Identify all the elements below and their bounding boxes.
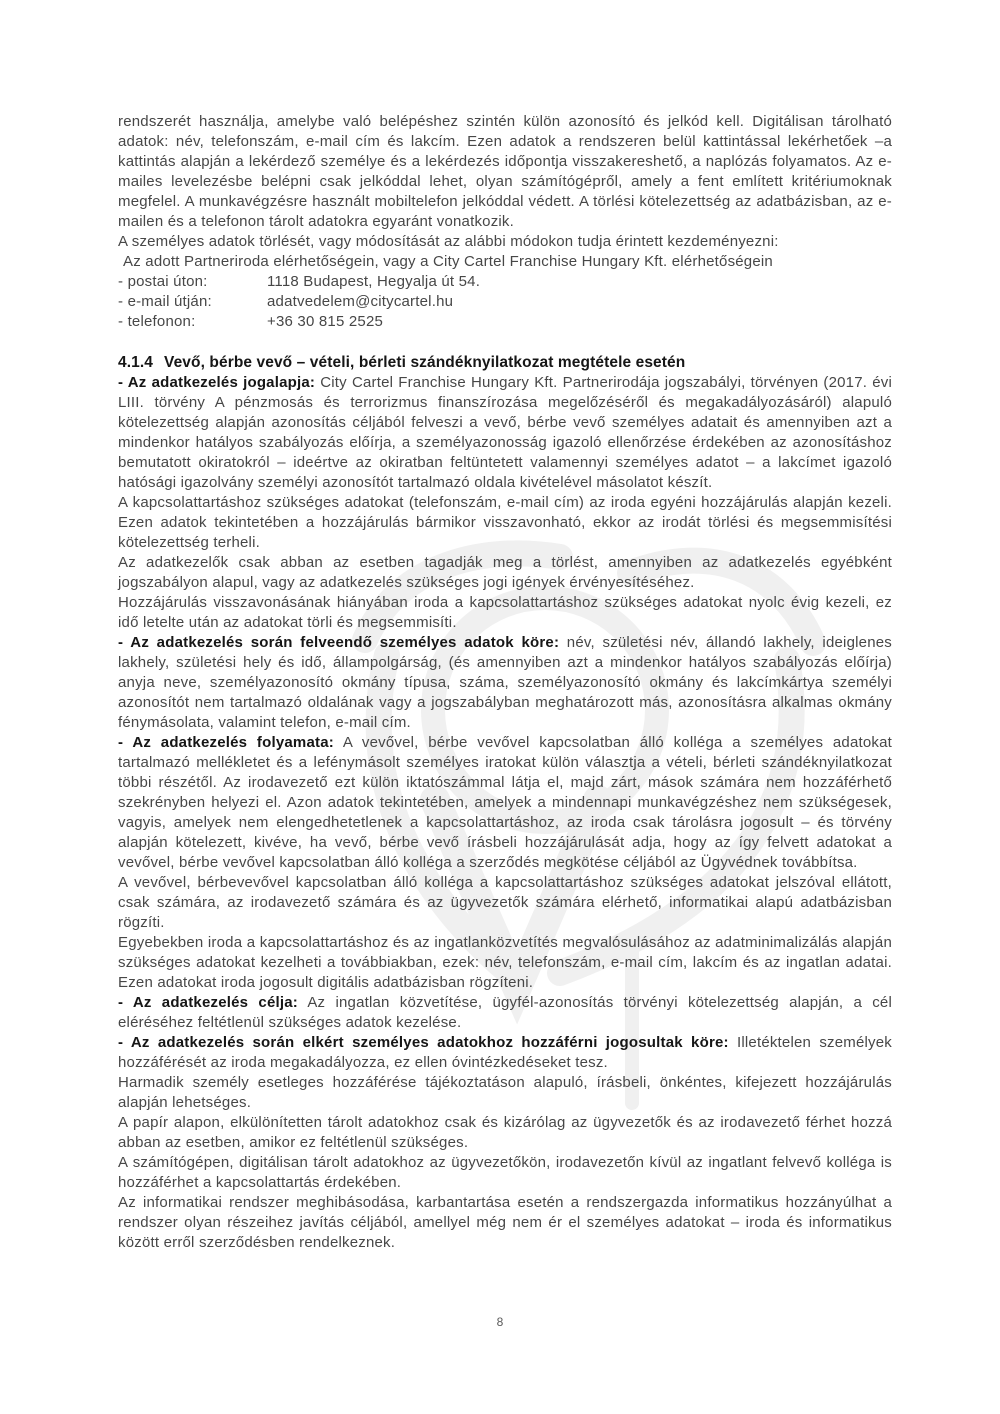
paragraph: A vevővel, bérbevevővel kapcsolatban álló kolléga a kapcsolattartáshoz szükséges adatokat jelszóval ellátott, csak számára, az irodavezető számára és az ügyvezetők számára elérhető, informatikai alapú adatbázisban rögzíti.	[118, 874, 892, 931]
paragraph-text: Illetéktelen személyek hozzáférését az iroda megakadályozza, ez ellen óvintézkedéseket tesz.	[118, 1034, 892, 1071]
paragraph: A papír alapon, elkülönítetten tárolt adatokhoz csak és kizárólag az ügyvezetők és az irodavezető férhet hozzá abban az esetben, amikor ez feltétlenül szükséges.	[118, 1114, 892, 1151]
paragraph	[118, 733, 892, 873]
bold-lead: - Az adatkezelés során elkért személyes adatokhoz hozzáférni jogosultak köre:	[118, 1034, 729, 1051]
paragraph: Harmadik személy esetleges hozzáférése tájékoztatáson alapuló, írásbeli, önkéntes, kifejezett hozzájárulás alapján lehetséges.	[118, 1074, 892, 1111]
bold-lead: - Az adatkezelés során felveendő személyes adatok köre:	[118, 634, 560, 651]
page-number: 8	[496, 1315, 504, 1329]
contact-value-phone: +36 30 815 2525	[267, 313, 384, 330]
paragraph: Hozzájárulás visszavonásának hiányában iroda a kapcsolattartáshoz szükséges adatokat nyolc évig kezeli, ez idő letelte után az adatokat törli és megsemmisíti.	[118, 594, 892, 631]
contact-label: - telefonon:	[118, 313, 196, 330]
paragraph: Egyebekben iroda a kapcsolattartáshoz és az ingatlanközvetítés megvalósulásához az adatminimalizálás alapján szükséges adatokat kezelheti a továbbiakban, ezek: név, telefonszám, e-mail cím, lakcím és az ingatlan adatai. Ezen adatokat iroda jogosult digitális adatbázisban rögzíteni.	[118, 934, 892, 991]
contact-label: - postai úton:	[118, 273, 208, 290]
paragraph: Az adatkezelők csak abban az esetben tagadják meg a törlést, amennyiben az adatkezelés egyébként jogszabályon alapul, vagy az adatkezelés szükséges jogi igények érvényesítéséhez.	[118, 554, 892, 591]
paragraph-text: Az ingatlan közvetítése, ügyfél-azonosítás törvényi kötelezettség alapján, a cél eléréséhez feltétlenül szükséges adatok kezelése.	[118, 994, 892, 1031]
paragraph-text: név, születési név, állandó lakhely, ideiglenes lakhely, születési hely és idő, állampolgárság, (és amennyiben azt a mindenkor hatályos szabályozás előírja) anyja neve, személyazonosító okmány típusa, száma, személyazonosító okmány és lakcímkártya személyi azonosítót nem tartalmazó oldalának vagy a jogszabályban meghatározott más, azonosításra alkalmas okmány fénymásolata, valamint telefon, e-mail cím.	[118, 634, 892, 731]
intro-paragraph: Az adott Partneriroda elérhetőségein, vagy a City Cartel Franchise Hungary Kft. elérhetőségein	[123, 253, 773, 270]
section-title: Vevő, bérbe vevő – vételi, bérleti szándéknyilatkozat megtétele esetén	[164, 354, 686, 371]
paragraph-text: A vevővel, bérbe vevővel kapcsolatban álló kolléga a személyes adatokat tartalmazó mellékletet és a lefénymásolt személyes iratokat külön választja a vételi, bérleti szándéknyilatkozat többi részétől. Az irodavezető ezt külön iktatószámmal látja el, majd zárt, mások számára nem hozzáférhető szekrényben helyezi el. Azon adatok tekintetében, amelyek a mindennapi munkavégzéshez nem szükségesek, vagyis, amelyek nem elengedhetetlenek a kapcsolattartáshoz, az iroda csak tárolásra jogosult – és törvény alapján kötelezett, kivéve, ha vevő, bérbe vevő írásbeli hozzájárulását adja, hogy az így felvett adatokat a vevővel, bérbe vevővel kapcsolatban álló kolléga a szerződés megkötése céljából az Ügyvédnek továbbítsa.	[118, 734, 893, 871]
paragraph-text: City Cartel Franchise Hungary Kft. Partnerirodája jogszabályi, törvényen (2017. évi LIII. törvény A pénzmosás és terrorizmus finanszírozása megelőzéséről és megakadályozásáról) alapuló kötelezettség alapján azonosítás céljából felveszi a vevő, bérbe vevő személyes adatait és amennyiben azt a mindenkor hatályos szabályozás előírja, a személyazonosság igazoló ellenőrzése érdekében az azonosításhoz bemutatott okiratokról – ideértve az okiratban feltüntetett valamennyi személyes adatot – a lakcímet igazoló hatósági igazolvány személyi azonosítót tartalmazó oldala kivételével másolatot készít.	[118, 374, 892, 491]
intro-paragraph: A személyes adatok törlését, vagy módosítását az alábbi módokon tudja érintett kezdeményezni:	[118, 233, 779, 250]
section-number: 4.1.4	[118, 354, 153, 371]
contact-value-email: adatvedelem@citycartel.hu	[267, 293, 454, 310]
intro-paragraph: rendszerét használja, amelybe való belépéshez szintén külön azonosító és jelkód kell. Digitálisan tárolható adatok: név, telefonszám, e-mail cím és lakcím. Ezen adatok a rendszeren belül kattintással lekérhetőek –a kattintás alapján a lekérdező személye és a lekérdezés időpontja visszakereshető, a naplózás folyamatos. Az e-mailes levelezésbe belépni csak jelkóddal lehet, olyan számítógépről, amely a fent említett kritériumoknak megfelel. A munkavégzésre használt mobiltelefon jelkóddal védett. A törlési kötelezettség az adatbázisban, az e-mailen és a telefonon tárolt adatokra egyaránt vonatkozik.	[118, 113, 892, 230]
bold-lead: - Az adatkezelés jogalapja:	[118, 374, 316, 391]
contact-row-phone	[118, 312, 892, 332]
contact-label: - e-mail útján:	[118, 293, 212, 310]
paragraph: A kapcsolattartáshoz szükséges adatokat (telefonszám, e-mail cím) az iroda egyéni hozzájárulás alapján kezeli. Ezen adatok tekintetében a hozzájárulás bármikor visszavonható, ekkor az irodát törlési és megsemmisítési kötelezettség terheli.	[118, 494, 892, 551]
contact-row-email	[118, 292, 892, 312]
page-content	[118, 112, 892, 1253]
contact-value-address: 1118 Budapest, Hegyalja út 54.	[267, 273, 481, 290]
paragraph	[118, 373, 892, 493]
paragraph: A számítógépen, digitálisan tárolt adatokhoz az ügyvezetőkön, irodavezetőn kívül az ingatlant felvevő kolléga is hozzáférhet a kapcsolattartás érdekében.	[118, 1154, 892, 1191]
paragraph	[118, 633, 892, 733]
contact-row-postal	[118, 272, 892, 292]
paragraph: Az informatikai rendszer meghibásodása, karbantartása esetén a rendszergazda informatikus hozzányúlhat a rendszer olyan részeihez javítás céljából, amellyel még nem ér el személyes adatokat – iroda és informatikus között erről szerződésben rendelkeznek.	[118, 1194, 892, 1251]
paragraph	[118, 993, 892, 1033]
section-heading	[118, 352, 892, 373]
bold-lead: - Az adatkezelés folyamata:	[118, 734, 334, 751]
paragraph	[118, 1033, 892, 1073]
bold-lead: - Az adatkezelés célja:	[118, 994, 298, 1011]
